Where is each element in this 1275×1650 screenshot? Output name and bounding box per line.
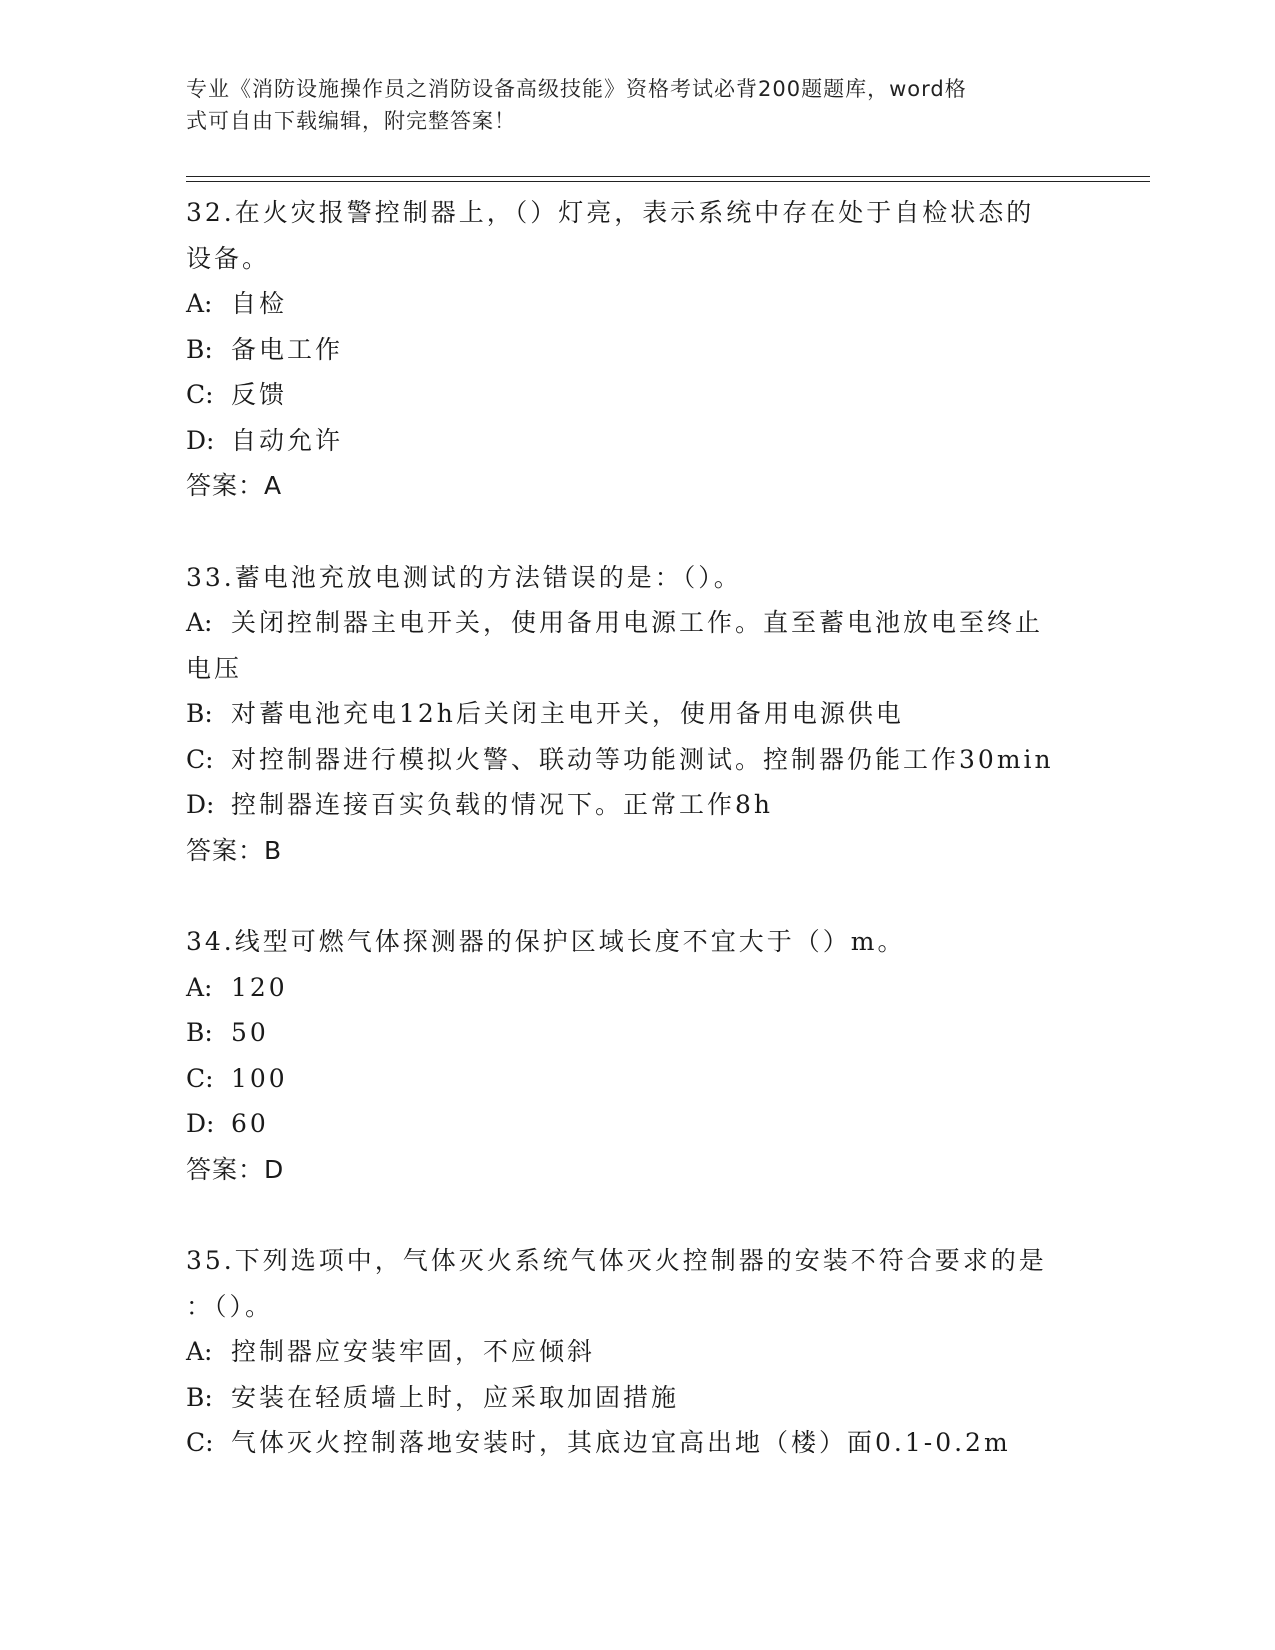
option-d	[186, 1101, 1096, 1147]
option-letter: D:	[186, 425, 215, 455]
option-c	[186, 737, 1096, 783]
question-stem: ：（）。	[186, 1291, 274, 1321]
question-list	[186, 190, 1096, 1466]
answer-line: 答案：B	[186, 835, 283, 865]
option-c	[186, 1056, 1096, 1102]
option-letter: B:	[186, 1018, 213, 1047]
option-letter: B:	[186, 699, 213, 728]
option-letter: B:	[186, 1382, 213, 1412]
option-text: 安装在轻质墙上时，应采取加固措施	[231, 1382, 680, 1412]
option-letter: A:	[186, 1337, 213, 1366]
question-34	[186, 919, 1096, 1192]
option-text: 50	[231, 1018, 269, 1047]
option-a	[186, 281, 1096, 327]
option-text: 对蓄电池充电12h后关闭主电开关，使用备用电源供电	[231, 699, 904, 728]
option-text: 60	[231, 1109, 269, 1138]
header-rule-top	[186, 176, 1150, 177]
question-stem: 设备。	[186, 243, 271, 273]
option-d	[186, 418, 1096, 464]
question-stem: 32.在火灾报警控制器上，（）灯亮，表示系统中存在处于自检状态的	[186, 198, 1035, 227]
option-text: 反馈	[231, 380, 288, 409]
option-text: 控制器应安装牢固，不应倾斜	[231, 1337, 596, 1366]
option-letter: A:	[186, 289, 213, 318]
answer-line: 答案：A	[186, 471, 283, 500]
option-c	[186, 372, 1096, 418]
answer-line: 答案：D	[186, 1154, 285, 1184]
option-a	[186, 600, 1096, 646]
option-text: 气体灭火控制落地安装时，其底边宜高出地（楼）面0.1-0.2m	[231, 1428, 1011, 1457]
option-text: 备电工作	[231, 334, 344, 364]
option-b	[186, 327, 1096, 373]
question-35	[186, 1238, 1096, 1466]
option-b	[186, 1375, 1096, 1421]
document-header	[186, 73, 1086, 137]
option-letter: A:	[186, 972, 213, 1002]
header-rule-bottom	[186, 181, 1150, 182]
option-a	[186, 1329, 1096, 1375]
option-b	[186, 691, 1096, 737]
option-letter: A:	[186, 608, 213, 637]
option-text: 自动允许	[231, 425, 344, 455]
option-text: 关闭控制器主电开关，使用备用电源工作。直至蓄电池放电至终止	[231, 608, 1044, 637]
option-letter: C:	[186, 380, 214, 409]
header-line-2: 式可自由下载编辑，附完整答案！	[186, 109, 516, 133]
option-text: 对控制器进行模拟火警、联动等功能测试。控制器仍能工作30min	[231, 744, 1054, 774]
option-letter: C:	[186, 1428, 214, 1457]
option-letter: D:	[186, 790, 215, 819]
option-letter: D:	[186, 1109, 215, 1138]
option-a	[186, 965, 1096, 1011]
question-33	[186, 555, 1096, 874]
option-b	[186, 1010, 1096, 1056]
question-32	[186, 190, 1096, 509]
option-text: 自检	[231, 289, 288, 318]
question-stem: 35.下列选项中，气体灭火系统气体灭火控制器的安装不符合要求的是	[186, 1246, 1047, 1275]
option-letter: B:	[186, 334, 213, 364]
question-stem: 33.蓄电池充放电测试的方法错误的是：（）。	[186, 562, 742, 592]
option-a-continuation: 电压	[186, 653, 243, 683]
option-d	[186, 782, 1096, 828]
option-letter: C:	[186, 744, 214, 774]
option-c	[186, 1420, 1096, 1466]
option-letter: C:	[186, 1063, 214, 1093]
header-line-1: 专业《消防设施操作员之消防设备高级技能》资格考试必背200题题库，word格	[186, 77, 967, 101]
question-stem: 34.线型可燃气体探测器的保护区域长度不宜大于（）m。	[186, 927, 906, 956]
option-text: 控制器连接百实负载的情况下。正常工作8h	[231, 790, 774, 819]
option-text: 120	[231, 972, 288, 1002]
option-text: 100	[231, 1063, 288, 1093]
